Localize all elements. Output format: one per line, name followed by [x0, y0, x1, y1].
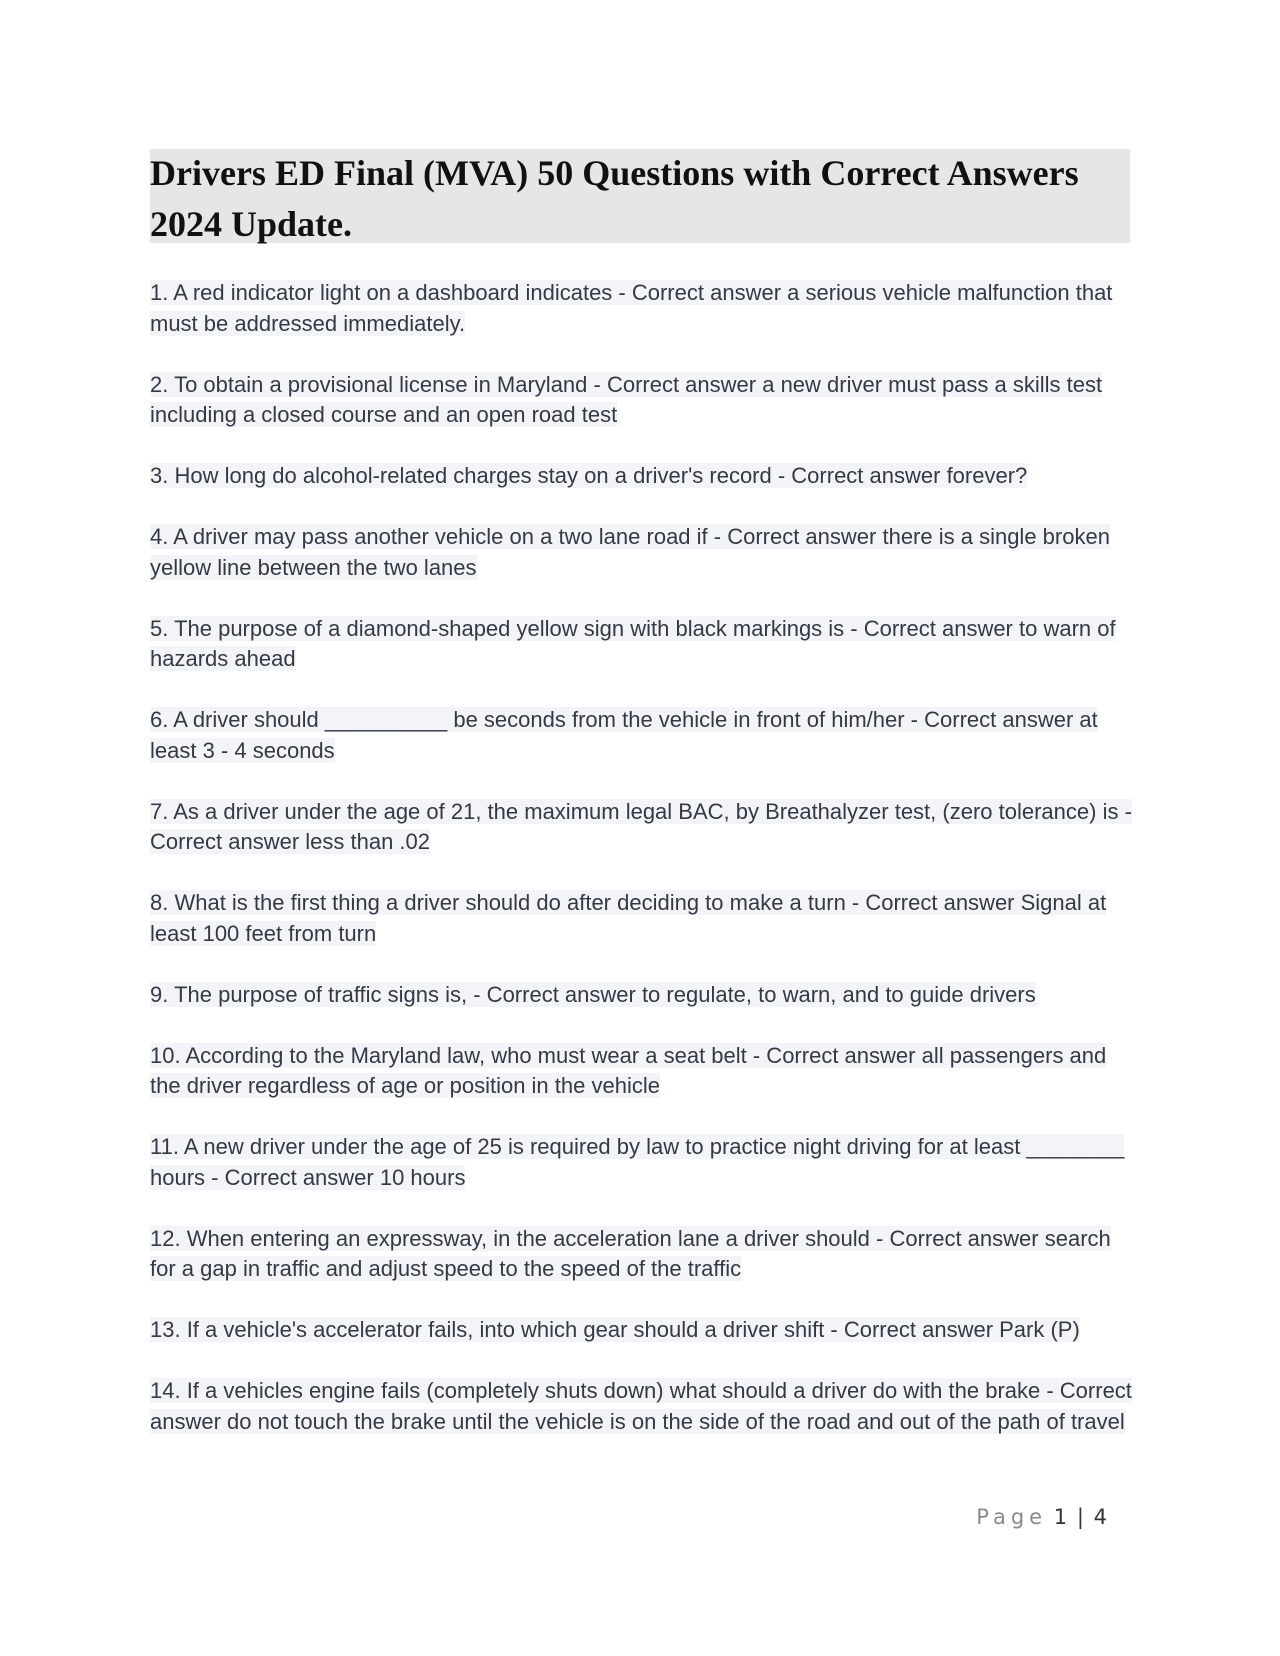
current-page-number: 1 — [1053, 1505, 1068, 1529]
question-text: 4. A driver may pass another vehicle on a two lane road if - Correct answer there is a single broken yellow line between the two lanes — [150, 524, 1110, 580]
question-text: 10. According to the Maryland law, who must wear a seat belt - Correct answer all passengers and the driver regardless of age or position in the vehicle — [150, 1042, 1107, 1098]
question-text: 1. A red indicator light on a dashboard indicates - Correct answer a serious vehicle malfunction that must be addressed immediately. — [150, 280, 1113, 336]
page-footer — [976, 1505, 1107, 1529]
question-item — [150, 797, 1140, 858]
question-item — [150, 370, 1140, 431]
page-separator: | — [1076, 1505, 1084, 1529]
question-text: 8. What is the first thing a driver should do after deciding to make a turn - Correct answer Signal at least 100 feet from turn — [150, 890, 1107, 946]
question-item — [150, 461, 1140, 492]
total-pages-number: 4 — [1093, 1505, 1107, 1529]
question-item — [150, 1376, 1140, 1437]
question-text: 6. A driver should __________ be seconds from the vehicle in front of him/her - Correct answer at least 3 - 4 seconds — [150, 707, 1098, 763]
question-text: 14. If a vehicles engine fails (completely shuts down) what should a driver do with the brake - Correct answer do not touch the brake until the vehicle is on the side of the road and out of the path of travel — [150, 1378, 1132, 1434]
question-list — [150, 278, 1140, 1468]
question-text: 2. To obtain a provisional license in Maryland - Correct answer a new driver must pass a skills test including a closed course and an open road test — [150, 371, 1103, 427]
page-label: Page — [976, 1505, 1048, 1529]
question-item — [150, 1132, 1140, 1193]
question-item — [150, 614, 1140, 675]
question-text: 7. As a driver under the age of 21, the maximum legal BAC, by Breathalyzer test, (zero tolerance) is - Correct answer less than .02 — [150, 798, 1132, 854]
question-text: 12. When entering an expressway, in the acceleration lane a driver should - Correct answer search for a gap in traffic and adjust speed to the speed of the traffic — [150, 1225, 1111, 1281]
question-item — [150, 1224, 1140, 1285]
question-text: 11. A new driver under the age of 25 is required by law to practice night driving for at least ________ hours - Correct answer 10 hours — [150, 1134, 1125, 1190]
question-item — [150, 522, 1140, 583]
question-item — [150, 278, 1140, 339]
question-item — [150, 705, 1140, 766]
question-text: 9. The purpose of traffic signs is, - Correct answer to regulate, to warn, and to guide drivers — [150, 981, 1036, 1007]
question-text: 5. The purpose of a diamond-shaped yellow sign with black markings is - Correct answer to warn of hazards ahead — [150, 615, 1116, 671]
question-text: 3. How long do alcohol-related charges stay on a driver's record - Correct answer forever? — [150, 463, 1028, 488]
question-item — [150, 1315, 1140, 1346]
question-text: 13. If a vehicle's accelerator fails, into which gear should a driver shift - Correct answer Park (P) — [150, 1317, 1080, 1342]
question-item — [150, 1041, 1140, 1102]
document-title: Drivers ED Final (MVA) 50 Questions with Correct Answers 2024 Update. — [150, 153, 1079, 244]
question-item — [150, 980, 1140, 1011]
question-item — [150, 888, 1140, 949]
